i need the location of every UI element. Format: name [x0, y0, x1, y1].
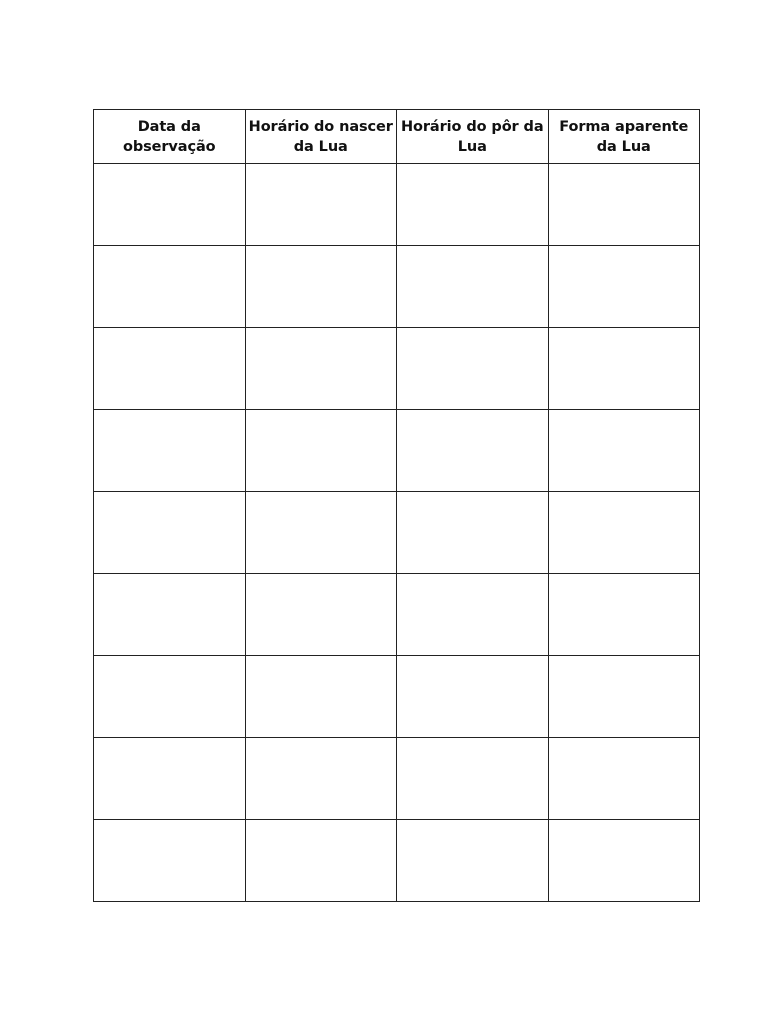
cell-observation-date[interactable]: [94, 492, 246, 574]
cell-moonrise-time[interactable]: [245, 492, 397, 574]
table-row: [94, 492, 700, 574]
table-row: [94, 410, 700, 492]
cell-moonrise-time[interactable]: [245, 410, 397, 492]
table-row: [94, 820, 700, 902]
header-observation-date: Data da observação: [94, 110, 246, 164]
cell-observation-date[interactable]: [94, 164, 246, 246]
table-row: [94, 738, 700, 820]
cell-moonrise-time[interactable]: [245, 328, 397, 410]
cell-moonset-time[interactable]: [397, 574, 549, 656]
cell-observation-date[interactable]: [94, 656, 246, 738]
header-moon-shape: Forma aparente da Lua: [548, 110, 700, 164]
cell-moonrise-time[interactable]: [245, 656, 397, 738]
cell-moon-shape[interactable]: [548, 574, 700, 656]
cell-observation-date[interactable]: [94, 246, 246, 328]
table-row: [94, 164, 700, 246]
header-moonrise-time: Horário do nascer da Lua: [245, 110, 397, 164]
cell-moonrise-time[interactable]: [245, 574, 397, 656]
cell-moonrise-time[interactable]: [245, 820, 397, 902]
cell-moon-shape[interactable]: [548, 656, 700, 738]
cell-observation-date[interactable]: [94, 410, 246, 492]
moon-observation-table: [93, 109, 700, 902]
table-header: [94, 110, 700, 164]
cell-moonrise-time[interactable]: [245, 246, 397, 328]
cell-moonrise-time[interactable]: [245, 738, 397, 820]
header-moonset-time: Horário do pôr da Lua: [397, 110, 549, 164]
table-row: [94, 574, 700, 656]
cell-moon-shape[interactable]: [548, 738, 700, 820]
cell-moon-shape[interactable]: [548, 492, 700, 574]
cell-moonrise-time[interactable]: [245, 164, 397, 246]
table-row: [94, 656, 700, 738]
table-row: [94, 328, 700, 410]
cell-moonset-time[interactable]: [397, 656, 549, 738]
header-row: [94, 110, 700, 164]
cell-moonset-time[interactable]: [397, 738, 549, 820]
table-body: [94, 164, 700, 902]
cell-moonset-time[interactable]: [397, 410, 549, 492]
cell-moonset-time[interactable]: [397, 492, 549, 574]
table-row: [94, 246, 700, 328]
cell-observation-date[interactable]: [94, 820, 246, 902]
cell-moon-shape[interactable]: [548, 246, 700, 328]
cell-observation-date[interactable]: [94, 328, 246, 410]
cell-moon-shape[interactable]: [548, 328, 700, 410]
cell-moon-shape[interactable]: [548, 820, 700, 902]
cell-observation-date[interactable]: [94, 738, 246, 820]
cell-moon-shape[interactable]: [548, 164, 700, 246]
cell-moonset-time[interactable]: [397, 328, 549, 410]
cell-moonset-time[interactable]: [397, 820, 549, 902]
cell-moonset-time[interactable]: [397, 164, 549, 246]
cell-moonset-time[interactable]: [397, 246, 549, 328]
cell-moon-shape[interactable]: [548, 410, 700, 492]
cell-observation-date[interactable]: [94, 574, 246, 656]
